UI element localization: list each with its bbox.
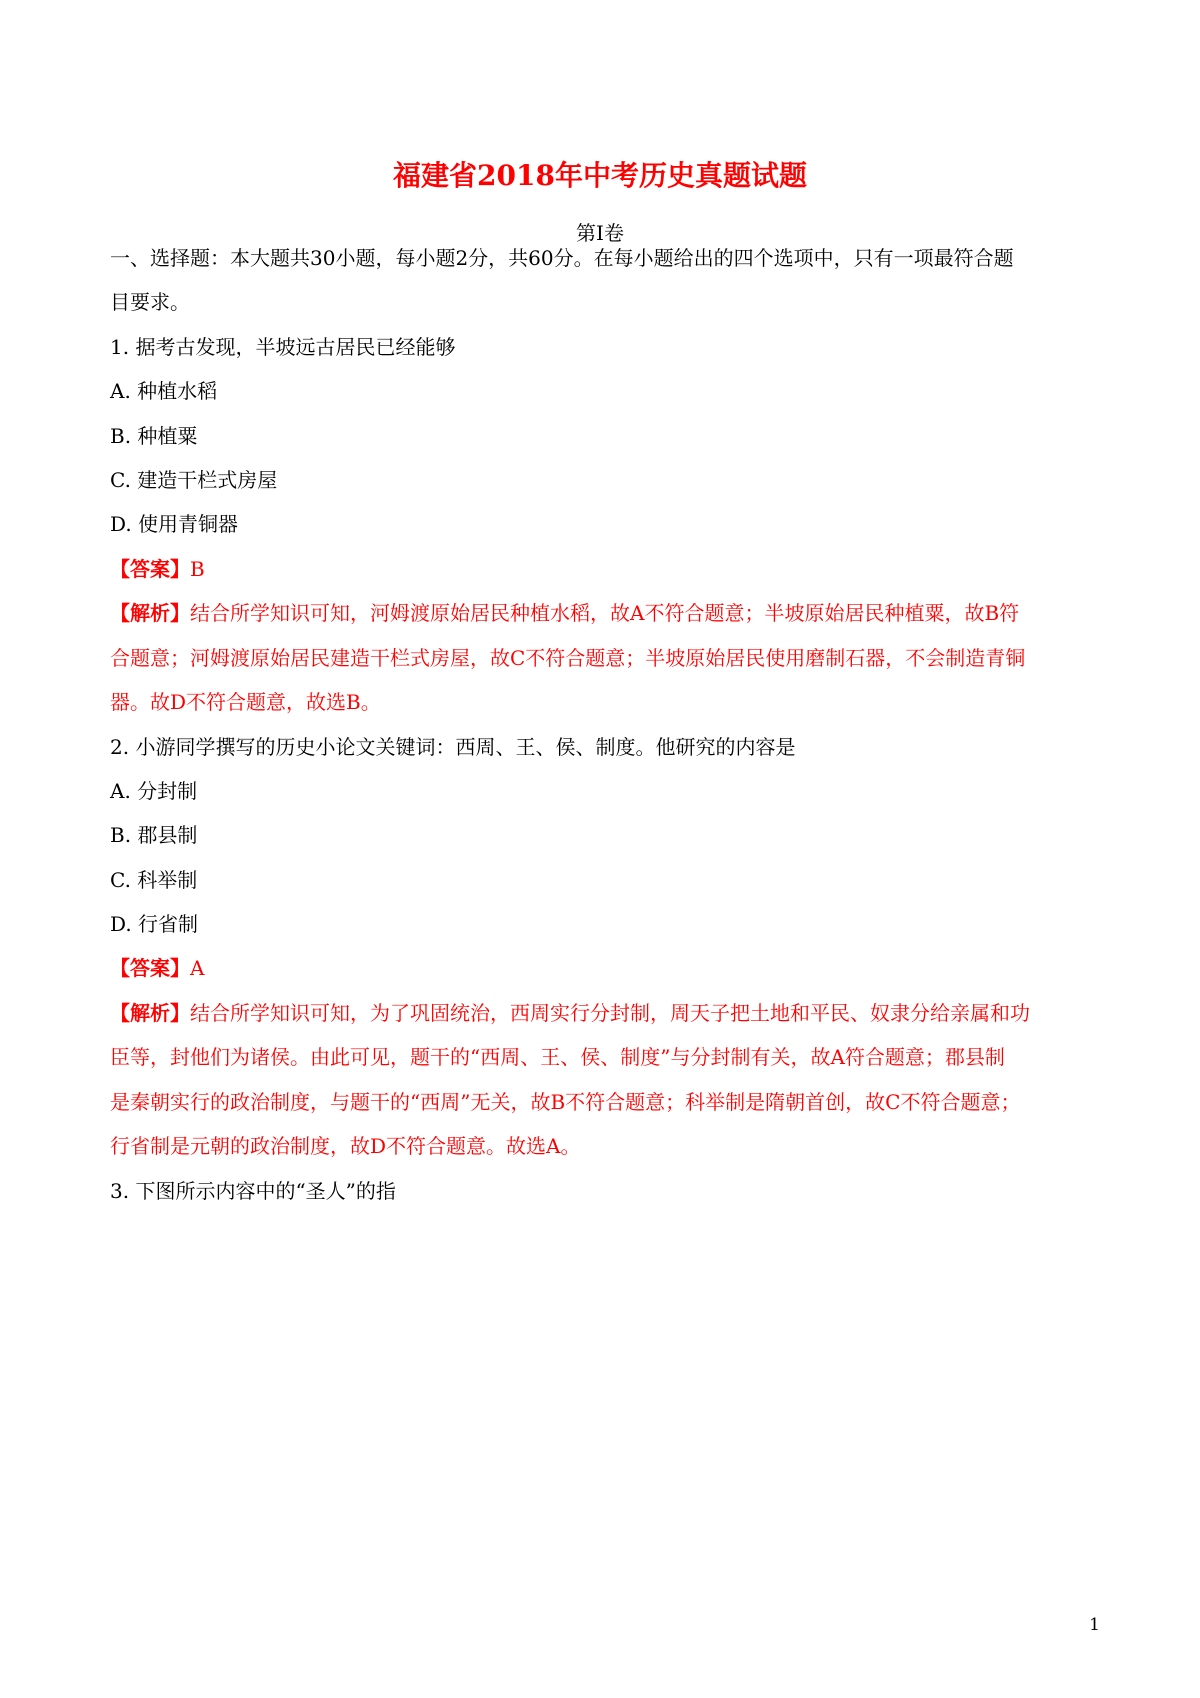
question-2-answer (110, 953, 1090, 983)
question-1-option-b: B. 种植粟 (110, 424, 198, 448)
question-2-option-d: D. 行省制 (110, 912, 199, 936)
question-1-answer (110, 554, 1090, 584)
answer-label: 【答案】 (110, 557, 190, 581)
answer-value: A (190, 956, 205, 980)
question-1-option-d: D. 使用青铜器 (110, 512, 239, 536)
section-instructions-line-2: 目要求。 (110, 290, 190, 314)
section-heading: 第Ⅰ卷 (576, 221, 624, 245)
analysis-label: 【解析】 (110, 601, 190, 625)
question-2-option-b: B. 郡县制 (110, 823, 198, 847)
question-1-analysis-line-3: 器。故D不符合题意，故选B。 (110, 690, 381, 714)
question-2-analysis-line-4: 行省制是元朝的政治制度，故D不符合题意。故选A。 (110, 1134, 581, 1158)
question-1-option-a: A. 种植水稻 (110, 379, 218, 403)
question-1-option-c: C. 建造干栏式房屋 (110, 468, 278, 492)
question-2-stem: 2. 小游同学撰写的历史小论文关键词：西周、王、侯、制度。他研究的内容是 (110, 735, 796, 759)
answer-label: 【答案】 (110, 956, 190, 980)
answer-value: B (190, 557, 205, 581)
question-2-option-a: A. 分封制 (110, 779, 198, 803)
analysis-text: 结合所学知识可知，河姆渡原始居民种植水稻，故A不符合题意；半坡原始居民种植粟，故B符 (190, 601, 1020, 625)
question-1-analysis-line-1 (110, 598, 1090, 628)
document-title: 福建省2018年中考历史真题试题 (393, 159, 807, 192)
analysis-text: 结合所学知识可知，为了巩固统治，西周实行分封制，周天子把土地和平民、奴隶分给亲属和功 (190, 1001, 1030, 1025)
question-3-stem: 3. 下图所示内容中的“圣人”的指 (110, 1179, 396, 1203)
question-2-analysis-line-2: 臣等，封他们为诸侯。由此可见，题干的“西周、王、侯、制度”与分封制有关，故A符合题意；郡县制 (110, 1045, 1005, 1069)
question-1-analysis-line-2: 合题意；河姆渡原始居民建造干栏式房屋，故C不符合题意；半坡原始居民使用磨制石器，不会制造青铜 (110, 646, 1026, 670)
analysis-label: 【解析】 (110, 1001, 190, 1025)
section-instructions-line-1: 一、选择题：本大题共30小题，每小题2分，共60分。在每小题给出的四个选项中，只有一项最符合题 (110, 246, 1014, 270)
question-2-analysis-line-1 (110, 998, 1090, 1028)
page-number: 1 (1089, 1615, 1100, 1635)
question-2-option-c: C. 科举制 (110, 868, 198, 892)
question-1-stem: 1. 据考古发现，半坡远古居民已经能够 (110, 335, 456, 359)
question-2-analysis-line-3: 是秦朝实行的政治制度，与题干的“西周”无关，故B不符合题意；科举制是隋朝首创，故C不符合题意； (110, 1090, 1021, 1114)
